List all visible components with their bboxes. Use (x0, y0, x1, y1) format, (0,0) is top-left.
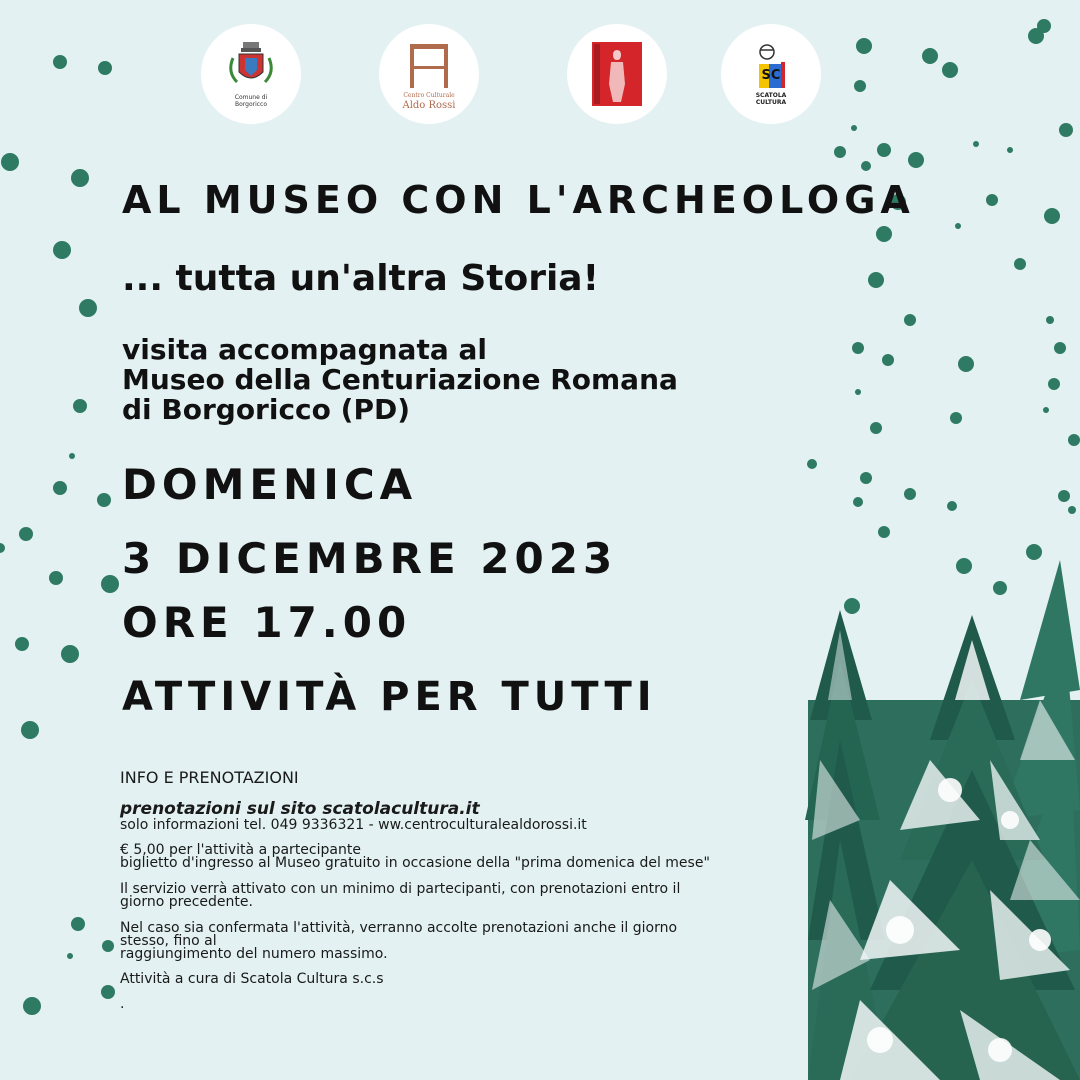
event-subtitle: ... tutta un'altra Storia! (122, 258, 600, 299)
info-sameday-line2: stesso, fino al (120, 933, 217, 949)
info-ticket: biglietto d'ingresso al Museo gratuito in occasione della "prima domenica del mese" (120, 855, 710, 871)
borgoricco-caption-line2: Borgoricco (234, 101, 268, 108)
event-title: AL MUSEO CON L'ARCHEOLOGA (122, 178, 915, 222)
info-minimum-line1: Il servizio verrà attivato con un minimo di partecipanti, con prenotazioni entro il (120, 881, 681, 897)
info-minimum-line2: giorno precedente. (120, 894, 253, 910)
event-date: 3 DICEMBRE 2023 (122, 534, 618, 583)
visit-line-1: visita accompagnata al (122, 333, 487, 366)
event-day: DOMENICA (122, 460, 418, 509)
info-sameday-line3: raggiungimento del numero massimo. (120, 946, 388, 962)
info-sameday-line1: Nel caso sia confermata l'attività, verranno accolte prenotazioni anche il giorno (120, 920, 678, 936)
borgoricco-caption-line1: Comune di (234, 94, 268, 101)
comune-borgoricco-logo (201, 24, 301, 124)
scatola-caption-line2: CULTURA (755, 99, 787, 106)
scatola-cultura-logo (721, 24, 821, 124)
event-audience: ATTIVITÀ PER TUTTI (122, 674, 657, 720)
info-price: € 5,00 per l'attività a partecipante (120, 842, 361, 858)
info-trailing-mark: . (120, 996, 125, 1012)
museo-centuriazione-logo (567, 24, 667, 124)
info-organizer: Attività a cura di Scatola Cultura s.c.s (120, 971, 384, 987)
aldo-rossi-caption-small: Centro Culturale (403, 92, 455, 99)
aldo-rossi-caption-name: Aldo Rossi (402, 100, 456, 111)
museum-statue-icon (567, 24, 667, 124)
scatola-cultura-badge: SC (761, 68, 781, 83)
info-contact: solo informazioni tel. 049 9336321 - ww.centroculturalealdorossi.it (120, 817, 587, 833)
info-heading: INFO E PRENOTAZIONI (120, 768, 299, 787)
visit-line-2: Museo della Centuriazione Romana (122, 363, 678, 396)
coat-of-arms-icon (201, 24, 301, 124)
event-time: ORE 17.00 (122, 598, 412, 647)
scatola-caption-line1: SCATOLA (755, 92, 787, 99)
info-booking: prenotazioni sul sito scatolacultura.it (120, 799, 480, 819)
aldo-rossi-logo (379, 24, 479, 124)
visit-line-3: di Borgoricco (PD) (122, 393, 410, 426)
